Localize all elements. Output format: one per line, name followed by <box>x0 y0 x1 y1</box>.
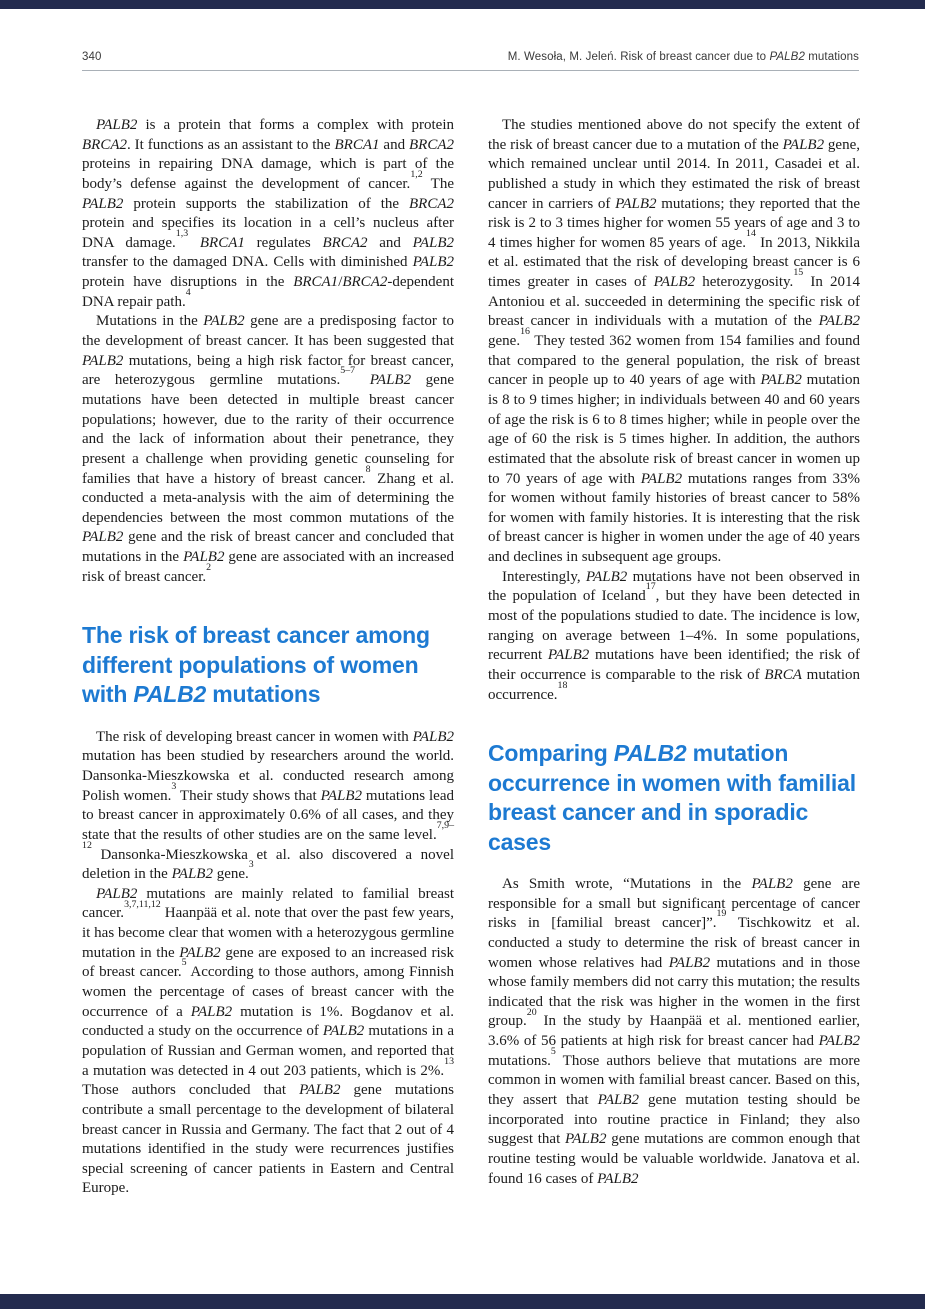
paragraph: PALB2 is a protein that forms a complex with protein BRCA2. It functions as an assistant to the BRCA1 and BRCA2 proteins in repairing DNA damage, which is part of the body’s defense against the development of cancer.$^{1,2}$ The PALB2 protein supports the stabilization of the BRCA2 protein and specifies its location in a cell’s nucleus after DNA damage.$^{1,3}$ BRCA1 regulates BRCA2 and PALB2 transfer to the damaged DNA. Cells with diminished PALB2 protein have disruptions in the BRCA1/BRCA2-dependent DNA repair path.$^4$ <box>82 117 455 310</box>
paragraph: PALB2 mutations are mainly related to familial breast cancer.$^{3,7,11,12}$ Haanpää et al. note that over the past few years, it has become clear that women with a heterozygous germline mutation in the PALB2 gene are exposed to an increased risk of breast cancer.$^5$ According to those authors, among Finnish women the percentage of cases of breast cancer with the occurrence of a PALB2 mutation is 1%. Bogdanov et al. conducted a study on the occurrence of PALB2 mutations in a population of Russian and German women, and reported that a mutation was detected in 4 out 203 patients, which is 2%.$^{13}$ Those authors concluded that PALB2 gene mutations contribute a small percentage to the development of bilateral breast cancer in Russia and Germany. The fact that 2 out of 4 mutations identified in the study were recurrences justifies special screening of cancer patients in Eastern and Central Europe. <box>82 885 455 1197</box>
header-rule <box>82 70 859 71</box>
left-column <box>82 116 454 1199</box>
paragraph: The risk of developing breast cancer in women with PALB2 mutation has been studied by researchers around the world. Dansonka-Mieszkowska et al. conducted research among Polish women.$^3$ Their study shows that PALB2 mutations lead to breast cancer in approximately 0.6% of all cases, and they state that the results of other studies are on the same level.$^{7,9-12}$ Dansonka-Mieszkowska et al. also discovered a novel deletion in the PALB2 gene.$^3$ <box>82 728 454 883</box>
paragraph: As Smith wrote, “Mutations in the PALB2 gene are responsible for a small but significant percentage of cancer risks in [familial breast cancer]”.$^{19}$ Tischkowitz et al. conducted a study to determine the risk of breast cancer in women whose relatives had PALB2 mutations and in those whose family members did not carry this mutation; the results indicated that the risk was higher in the women in the first group.$^{20}$ In the study by Haanpää et al. mentioned earlier, 3.6% of 56 patients at high risk for breast cancer had PALB2 mutations.$^5$ Those authors believe that mutations are more common in women with familial breast cancer. Based on this, they assert that PALB2 gene mutation testing should be incorporated into routine practice in Finland; they also suggest that PALB2 gene mutations are common enough that routine testing would be valuable worldwide. Janatova et al. found 16 cases of PALB2 <box>488 875 861 1187</box>
paragraph: Mutations in the PALB2 gene are a predisposing factor to the development of breast cancer. It has been suggested that PALB2 mutations, being a high risk factor for breast cancer, are heterozygous germline mutations.$^{5-7}$ PALB2 gene mutations have been detected in multiple breast cancer populations; however, due to the rarity of their occurrence and the lack of information about their penetrance, they present a challenge when providing genetic counseling for families that have a history of breast cancer.$^8$ Zhang et al. conducted a meta-analysis with the aim of determining the dependencies between the most common mutations of the PALB2 gene and the risk of breast cancer and concluded that mutations in the PALB2 gene are associated with an increased risk of breast cancer.$^2$ <box>82 313 454 585</box>
right-column <box>488 116 860 1199</box>
top-edge-bar <box>0 0 925 9</box>
article-body <box>82 116 859 1199</box>
section-heading: The risk of breast cancer among different populations of women with PALB2 mutations <box>82 622 430 708</box>
page-number: 340 <box>82 51 102 63</box>
page-content <box>0 9 925 1294</box>
page-header <box>82 51 859 63</box>
paragraph: Interestingly, PALB2 mutations have not been observed in the population of Iceland$^{17}$, but they have been detected in most of the populations studied to date. The incidence is low, ranging on average between 1–4%. In some populations, recurrent PALB2 mutations have been identified; the risk of their occurrence is comparable to the risk of BRCA mutation occurrence.$^{18}$ <box>488 568 860 703</box>
running-head: M. Wesoła, M. Jeleń. Risk of breast cancer due to PALB2 mutations <box>507 51 859 63</box>
section-heading: Comparing PALB2 mutation occurrence in women with familial breast cancer and in sporadic cases <box>488 740 856 855</box>
bottom-edge-bar <box>0 1294 925 1309</box>
paragraph: The studies mentioned above do not specify the extent of the risk of breast cancer due to a mutation of the PALB2 gene, which remained unclear until 2014. In 2011, Casadei et al. published a study in which they estimated the risk of breast cancer in carriers of PALB2 mutations; they reported that the risk is 2 to 3 times higher for women 55 years of age and 3 to 4 times higher for women 85 years of age.$^{14}$ In 2013, Nikkila et al. estimated that the risk of developing breast cancer is 6 times greater in cases of PALB2 heterozygosity.$^{15}$ In 2014 Antoniou et al. succeeded in determining the specific risk of breast cancer in individuals with a mutation of the PALB2 gene.$^{16}$ They tested 362 women from 154 families and found that compared to the general population, the risk of breast cancer in people up to 40 years of age with PALB2 mutation is 8 to 9 times higher; in individuals between 40 and 60 years of age the risk is 6 to 8 times higher; while in people over the age of 60 the risk is 5 times higher. In addition, the authors estimated that the absolute risk of breast cancer in women up to 70 years of age with PALB2 mutations ranges from 33% for women without family histories of breast cancer to 58% for women with family histories. It is interesting that the risk of breast cancer is higher in women under the age of 40 years and declines in subsequent age groups. <box>488 117 861 566</box>
